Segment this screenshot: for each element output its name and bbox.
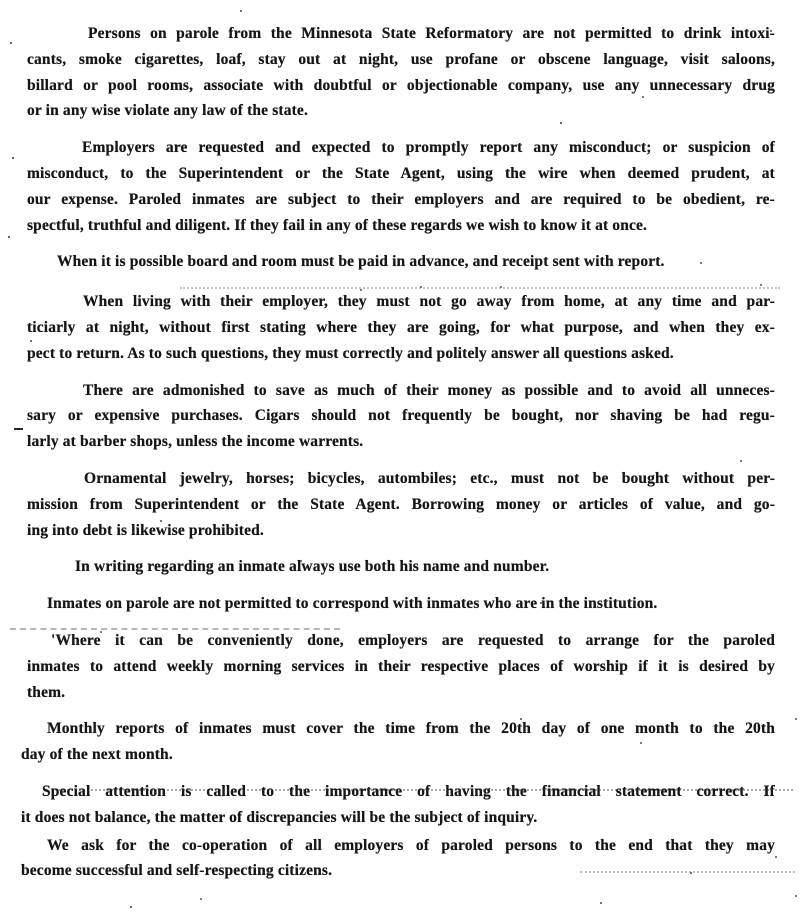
text-line: mission from Superintendent or the State Agent. Borrowing money or articles of value, and go- <box>27 495 775 513</box>
text-line: ticiarly at night, without first stating where they are going, for what purpose, and when they ex- <box>27 318 775 336</box>
paragraph <box>27 378 775 455</box>
paragraph <box>27 21 775 124</box>
text-line: spectful, truthful and diligent. If they fail in any of these regards we wish to know it at once. <box>27 216 648 234</box>
paragraph <box>27 554 775 580</box>
text-line: Persons on parole from the Minnesota State Reformatory are not permitted to drink intoxi- <box>88 25 775 42</box>
text-line: We ask for the co-operation of all employers of paroled persons to the end that they may <box>47 836 775 854</box>
scan-smudge-line <box>180 287 780 289</box>
text-line: become successful and self-respecting citizens. <box>21 862 333 880</box>
text-line: In writing regarding an inmate always use both his name and number. <box>75 558 550 576</box>
paragraph <box>27 591 775 617</box>
text-line: ing into debt is likewise prohibited. <box>27 521 264 539</box>
paragraph <box>21 716 775 768</box>
text-line: When living with their employer, they must not go away from home, at any time and par- <box>83 293 775 311</box>
text-line: 'Where it can be conveniently done, employers are requested to arrange for the paroled <box>51 631 775 649</box>
text-line: Special attention is called to the importance of having the financial statement correct. If <box>42 782 775 800</box>
text-line: Ornamental jewelry, horses; bicycles, autombiles; etc., must not be bought without per- <box>84 469 775 487</box>
paragraph <box>27 628 775 705</box>
paragraph <box>21 833 775 885</box>
text-line: or in any wise violate any law of the state. <box>27 102 308 120</box>
text-line: When it is possible board and room must be paid in advance, and receipt sent with report. <box>57 253 665 271</box>
text-line: Monthly reports of inmates must cover the time from the 20th day of one month to the 20th <box>47 720 775 738</box>
text-line: our expense. Paroled inmates are subject to their employers and are required to be obedient, re- <box>27 190 775 208</box>
paragraph <box>27 466 775 543</box>
text-line: pect to return. As to such questions, they must correctly and politely answer all questions asked. <box>27 344 674 362</box>
scan-smudge-line <box>10 628 340 630</box>
text-line: larly at barber shops, unless the income warrents. <box>27 433 364 451</box>
paragraph <box>27 249 775 275</box>
paragraph <box>27 289 775 366</box>
scan-smudge-line <box>55 789 793 791</box>
text-line: them. <box>27 683 66 701</box>
margin-dash-mark <box>14 428 23 430</box>
text-line: it does not balance, the matter of discrepancies will be the subject of inquiry. <box>21 808 538 826</box>
scan-specks <box>0 0 2 2</box>
paragraph <box>27 135 775 238</box>
text-line: misconduct, to the Superintendent or the State Agent, using the wire when deemed prudent, at <box>27 164 775 182</box>
text-line: inmates to attend weekly morning services in their respective places of worship if it is desired by <box>27 657 775 675</box>
text-line: Inmates on parole are not permitted to correspond with inmates who are in the institution. <box>47 595 658 613</box>
paragraph <box>21 779 775 831</box>
scan-smudge-line <box>580 871 795 873</box>
text-line: There are admonished to save as much of their money as possible and to avoid all unneces- <box>83 381 775 399</box>
text-line: day of the next month. <box>21 746 173 764</box>
text-line: sary or expensive purchases. Cigars should not frequently be bought, nor shaving be had regu- <box>27 407 775 425</box>
text-line: Employers are requested and expected to promptly report any misconduct; or suspicion of <box>82 139 775 157</box>
document-text <box>21 21 775 895</box>
text-line: cants, smoke cigarettes, loaf, stay out at night, use profane or obscene language, visit saloons, <box>27 50 775 68</box>
text-line: billard or pool rooms, associate with doubtful or objectionable company, use any unnecessary drug <box>27 76 775 94</box>
